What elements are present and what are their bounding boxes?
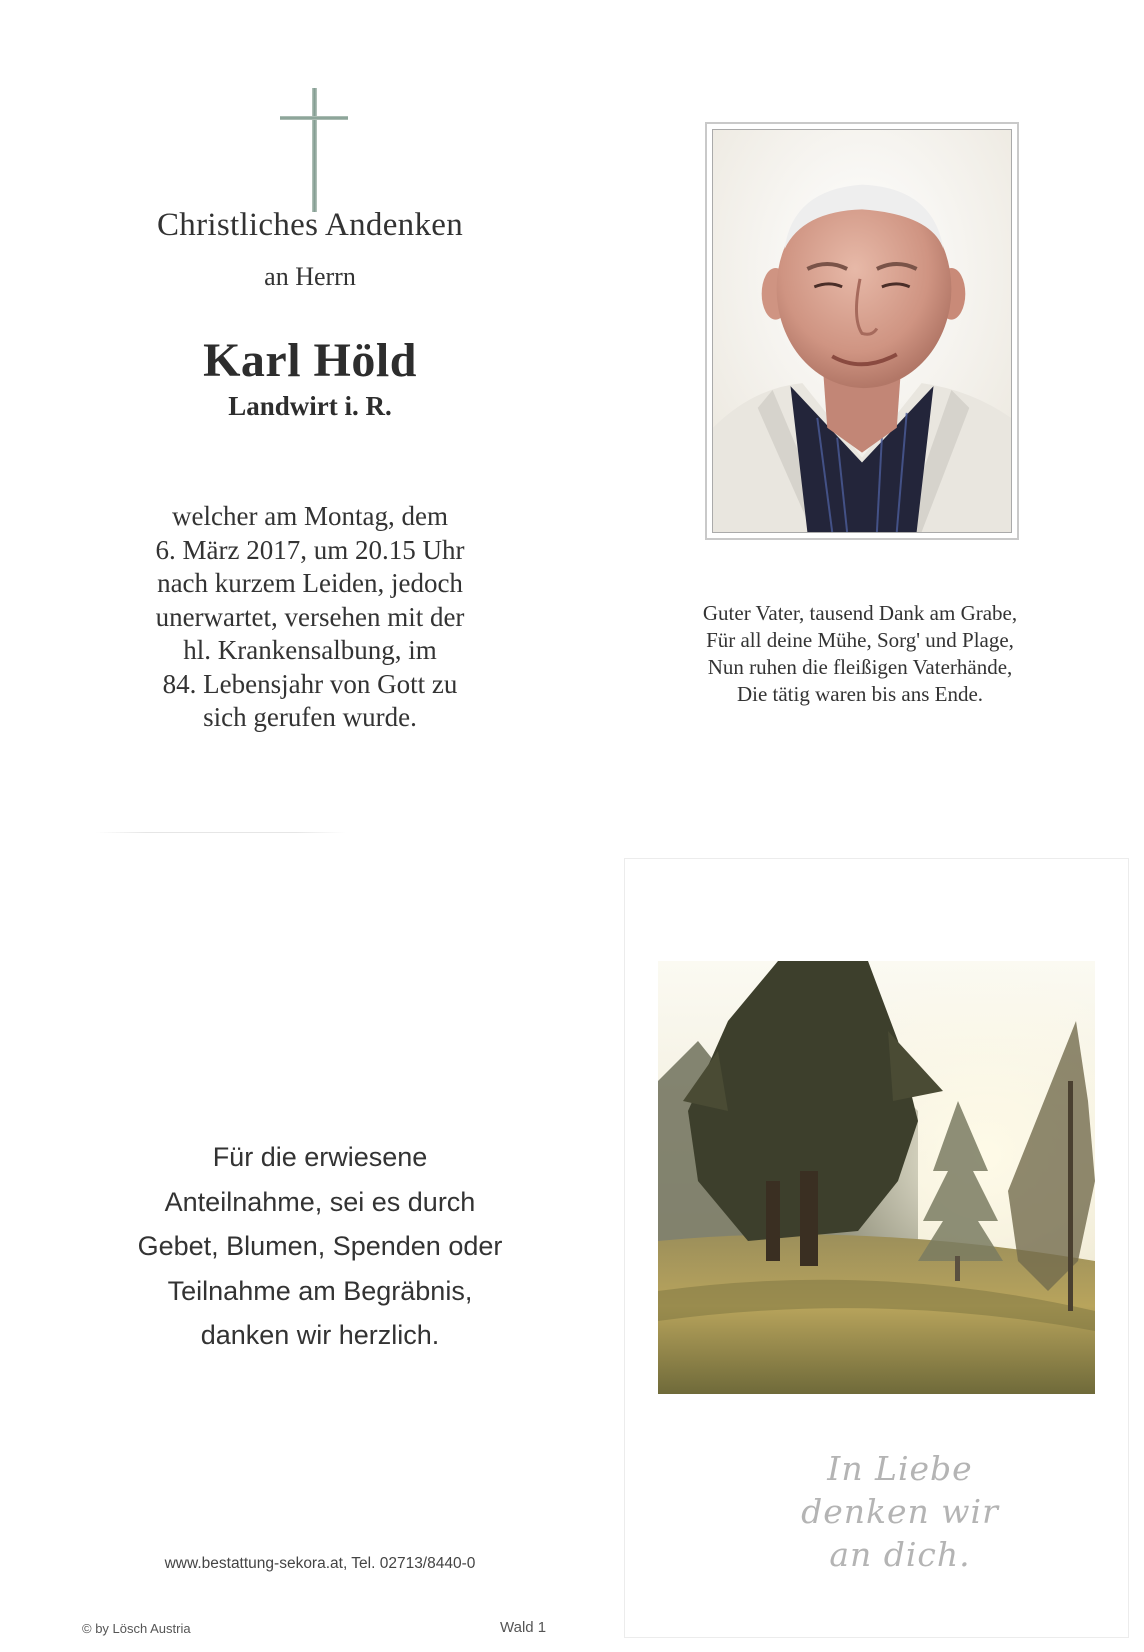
death-notice: [90, 500, 530, 735]
thanks-line: Gebet, Blumen, Spenden oder: [137, 1231, 503, 1261]
death-notice-line: 84. Lebensjahr von Gott zu: [162, 668, 458, 699]
card-heading: Christliches Andenken: [156, 207, 463, 243]
death-notice-line: 6. März 2017, um 20.15 Uhr: [155, 534, 465, 565]
thanks-line: Anteilnahme, sei es durch: [164, 1186, 476, 1217]
verse-line: Nun ruhen die fleißigen Vaterhände,: [707, 655, 1013, 679]
thanks-line: Teilnahme am Begräbnis,: [167, 1275, 473, 1306]
funeral-home-contact: www.bestattung-sekora.at, Tel. 02713/8440-0: [164, 1555, 476, 1572]
script-line: In Liebe: [827, 1449, 973, 1488]
thanks-line: Für die erwiesene: [212, 1142, 428, 1172]
death-notice-line: nach kurzem Leiden, jedoch: [157, 568, 463, 598]
verse-line: Guter Vater, tausend Dank am Grabe,: [702, 601, 1018, 625]
death-notice-line: unerwartet, versehen mit der: [155, 601, 465, 632]
verse-line: Für all deine Mühe, Sorg' und Plage,: [706, 628, 1014, 652]
portrait-frame: [705, 122, 1019, 540]
deceased-occupation: Landwirt i. R.: [228, 391, 392, 421]
death-notice-line: welcher am Montag, dem: [172, 501, 448, 531]
thanks-line: danken wir herzlich.: [200, 1320, 440, 1350]
portrait-photo: [712, 129, 1012, 533]
death-notice-line: sich gerufen wurde.: [203, 702, 417, 732]
memorial-verse: [640, 600, 1080, 708]
thanks-text: [80, 1135, 560, 1358]
closing-script: [740, 1447, 1060, 1576]
deceased-name: Karl Höld: [203, 334, 417, 387]
cross-icon: [280, 88, 348, 214]
verse-line: Die tätig waren bis ans Ende.: [736, 682, 984, 706]
script-line: denken wir: [801, 1492, 999, 1531]
script-line: an dich.: [829, 1535, 971, 1574]
copyright-note: © by Lösch Austria: [82, 1621, 191, 1636]
divider: [96, 832, 346, 833]
card-subheading: an Herrn: [264, 262, 356, 291]
design-code: Wald 1: [500, 1619, 547, 1636]
forest-landscape-photo: [658, 961, 1095, 1394]
death-notice-line: hl. Krankensalbung, im: [183, 635, 437, 665]
